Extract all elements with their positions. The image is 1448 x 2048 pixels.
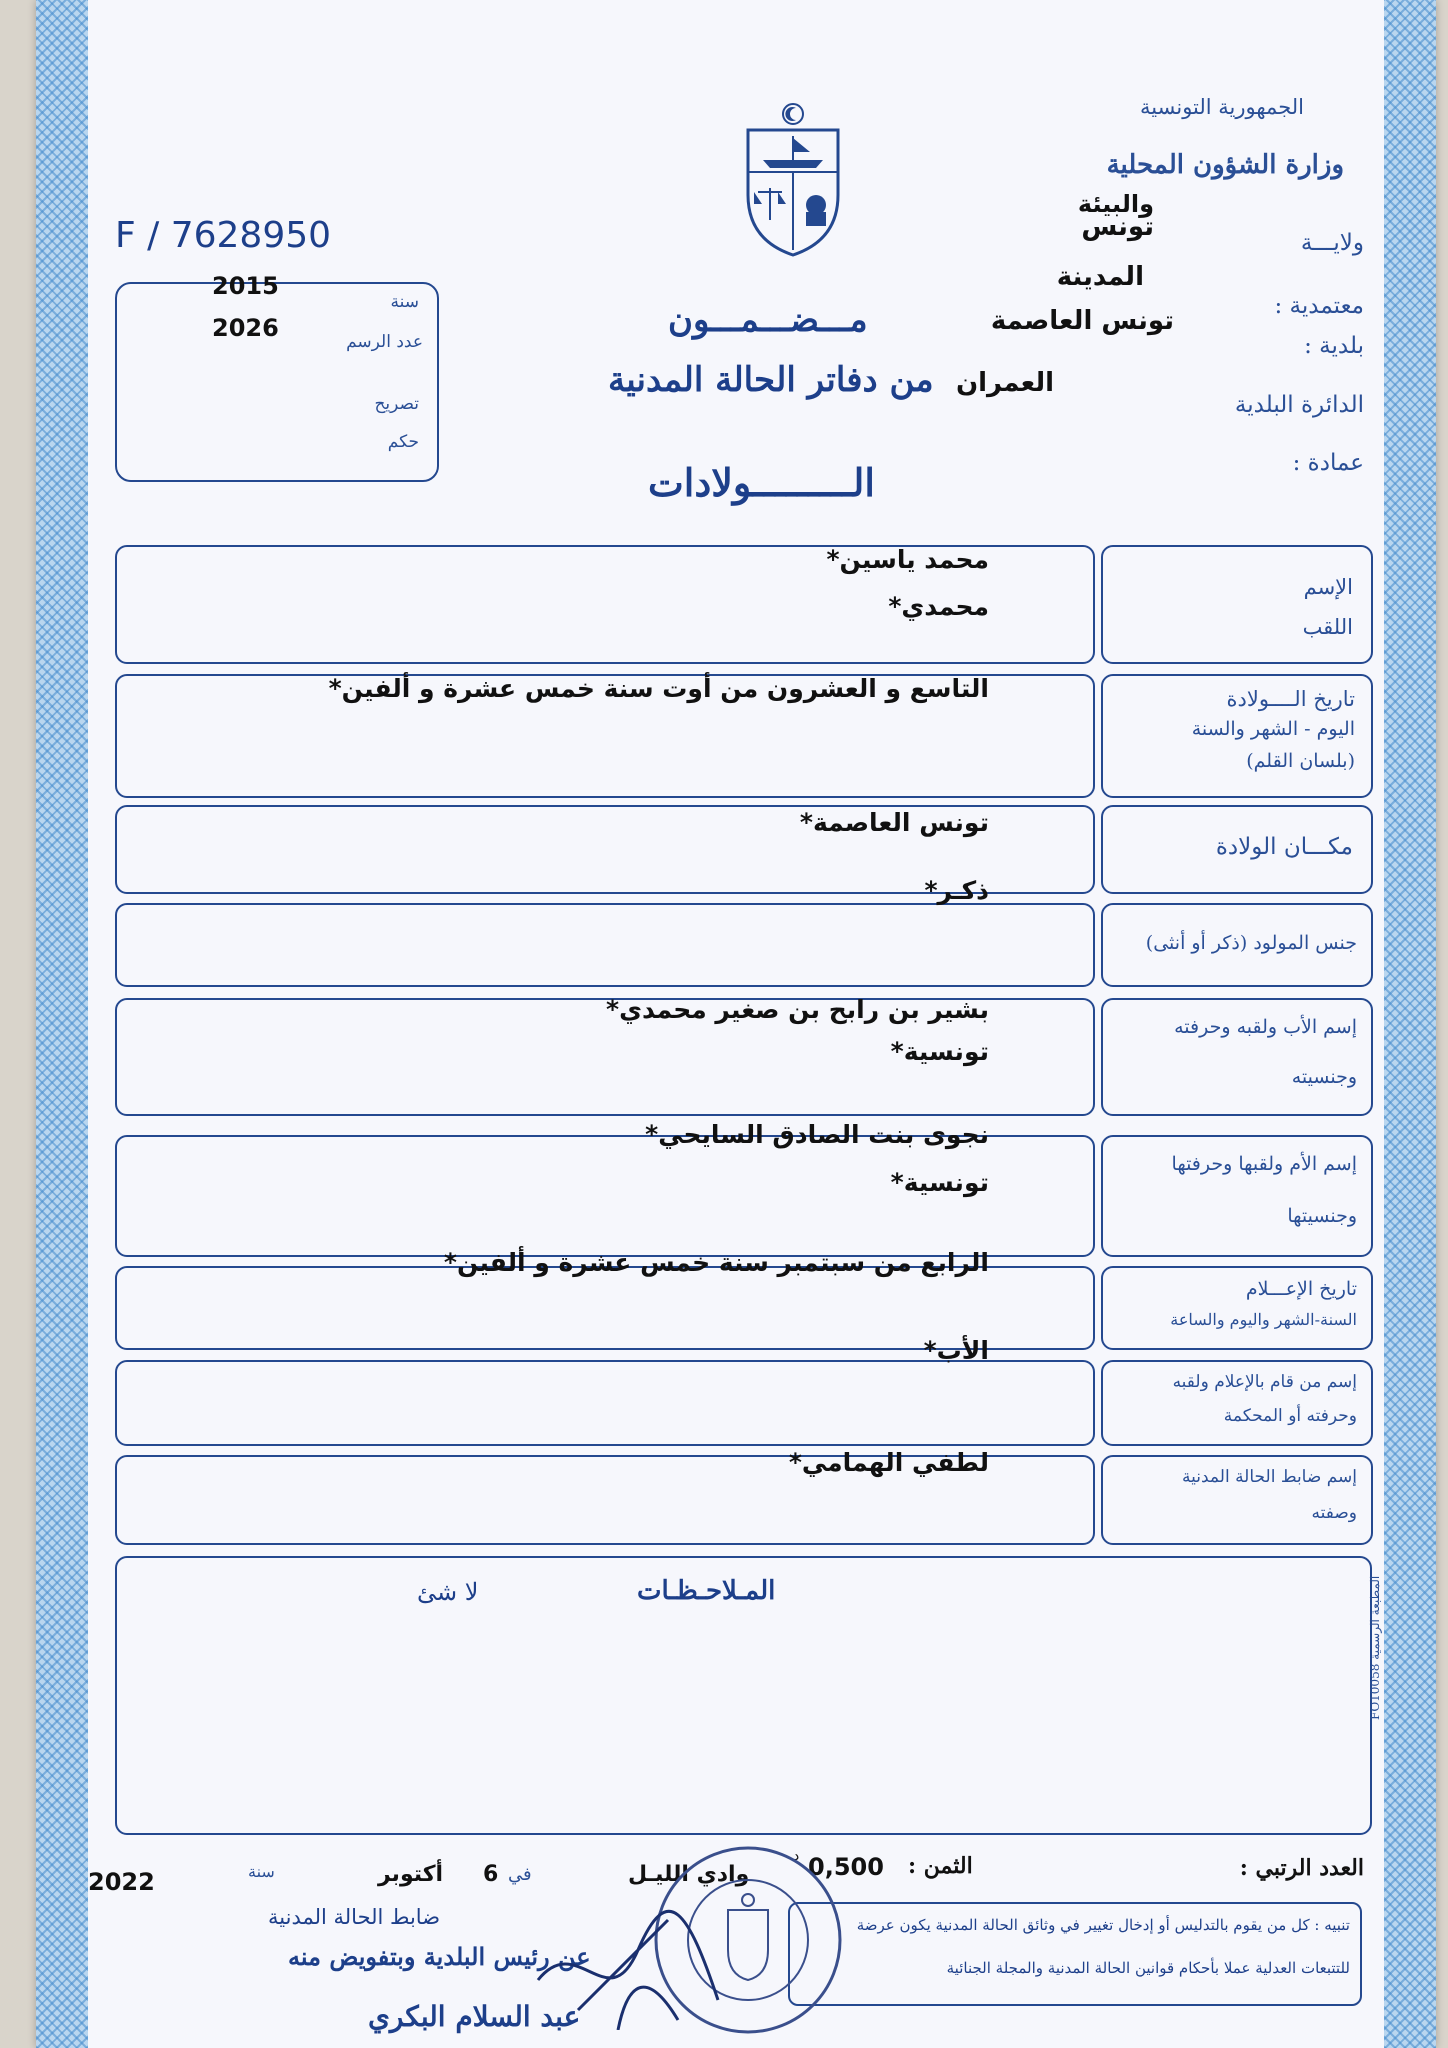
register-number-value: 2026: [212, 314, 279, 342]
district-label: الدائرة البلدية: [1234, 392, 1364, 418]
officer-label-2: وصفته: [1311, 1503, 1357, 1523]
father-label-1: إسم الأب ولقبه وحرفته: [1174, 1016, 1357, 1038]
register-year-label: سنة: [390, 292, 419, 312]
declaration-date-label-box: [1101, 1266, 1373, 1350]
surname-value: محمدي*: [888, 592, 989, 621]
mother-label-box: [1101, 1135, 1373, 1257]
ministry-line2: والبيئة: [1077, 190, 1154, 218]
remarks-label: المـلاحـظـات: [637, 1576, 776, 1606]
price-label: الثمن :: [908, 1853, 973, 1879]
footer-officer-name: عبد السلام البكري: [368, 2000, 581, 2033]
omda-label: عمادة :: [1292, 450, 1364, 476]
footer-day: 6: [483, 1862, 499, 1887]
governorate-label: ولايـــة: [1300, 230, 1364, 256]
footer-month: أكتوبر: [378, 1862, 444, 1887]
birth-place-value: تونس العاصمة*: [799, 808, 989, 837]
declaration-date-label-2: السنة-الشهر واليوم والساعة: [1170, 1310, 1357, 1329]
register-year-value: 2015: [212, 272, 279, 300]
serial-number: F / 7628950: [115, 215, 332, 256]
order-number-label: العدد الرتبي :: [1239, 1855, 1364, 1881]
officer-value: لطفي الهمامي*: [788, 1448, 989, 1477]
republic-label: الجمهورية التونسية: [1140, 95, 1304, 119]
side-print-code: المطبعة الرسمية FO10058: [1368, 1575, 1382, 1720]
footer-delegation-line: عن رئيس البلدية وبتفويض منه: [288, 1942, 591, 1971]
mother-value: نجوى بنت الصادق السايحي*: [645, 1120, 989, 1149]
document-body: [88, 0, 1384, 2048]
price-value: 0,500: [808, 1853, 884, 1881]
sex-value-box: [115, 903, 1095, 987]
title-line2: من دفاتر الحالة المدنية: [608, 360, 934, 400]
father-value: بشير بن رابح بن صغير محمدي*: [606, 995, 989, 1024]
declarant-value: الأب*: [923, 1336, 989, 1365]
register-declaration-label: تصريح: [374, 394, 419, 414]
father-label-2: وجنسيته: [1291, 1066, 1357, 1088]
name-label: الإسم: [1303, 575, 1353, 599]
sex-label-box: [1101, 903, 1373, 987]
declarant-label-box: [1101, 1360, 1373, 1446]
declarant-label-1: إسم من قام بالإعلام ولقبه: [1172, 1372, 1357, 1392]
sex-label: جنس المولود (ذكر أو أنثى): [1145, 932, 1357, 954]
declarant-value-box: [115, 1360, 1095, 1446]
sex-value: ذكـر*: [924, 876, 989, 905]
governorate-value: تونس: [1081, 212, 1154, 242]
remarks-value: لا شئ: [417, 1578, 479, 1606]
footer-year-label: سنة: [248, 1862, 275, 1881]
name-label-box: [1101, 545, 1373, 664]
birth-date-value: التاسع و العشرون من أوت سنة خمس عشرة و ألفين*: [328, 674, 989, 703]
father-nationality: تونسية*: [890, 1037, 989, 1066]
footer-in-word: في: [508, 1864, 532, 1885]
municipality-label: بلدية :: [1304, 333, 1364, 359]
declaration-date-label-1: تاريخ الإعـــلام: [1245, 1278, 1357, 1300]
footer-year-value: 2022: [88, 1868, 155, 1896]
birth-place-label: مكـــان الولادة: [1215, 834, 1353, 860]
surname-label: اللقب: [1302, 615, 1353, 639]
register-number-label: عدد الرسم: [346, 332, 423, 352]
mother-nationality: تونسية*: [890, 1168, 989, 1197]
right-security-border: [1384, 0, 1436, 2048]
declarant-label-2: وحرفته أو المحكمة: [1223, 1406, 1357, 1426]
document-sheet: [36, 0, 1436, 2048]
footer-officer-title: ضابط الحالة المدنية: [268, 1905, 441, 1929]
officer-label-box: [1101, 1455, 1373, 1545]
warning-line2: للتتبعات العدلية عملا بأحكام قوانين الحالة المدنية والمجلة الجنائية: [946, 1959, 1350, 1977]
ministry-line1: وزارة الشؤون المحلية: [1106, 150, 1344, 180]
delegation-label: معتمدية :: [1274, 293, 1364, 319]
title-line3: الـــــــــولادات: [648, 460, 875, 505]
register-judgment-label: حكم: [387, 432, 419, 452]
district-value: العمران: [955, 368, 1054, 398]
warning-box: [788, 1902, 1362, 2006]
birth-date-label-2: اليوم - الشهر والسنة: [1191, 718, 1355, 740]
price-unit: د: [793, 1848, 800, 1864]
left-security-border: [36, 0, 88, 2048]
mother-label-2: وجنسيتها: [1287, 1205, 1357, 1227]
register-box: [115, 272, 439, 482]
declaration-date-value: الرابع من سبتمبر سنة خمس عشرة و ألفين*: [443, 1248, 989, 1277]
mother-label-1: إسم الأم ولقبها وحرفتها: [1171, 1153, 1357, 1175]
birth-date-label-box: [1101, 674, 1373, 798]
birth-date-label-3: (بلسان القلم): [1246, 750, 1355, 772]
title-line1: مـــضـــمـــون: [668, 300, 868, 340]
delegation-value: المدينة: [1056, 262, 1144, 292]
coat-of-arms-icon: [738, 100, 848, 260]
municipality-value: تونس العاصمة: [990, 306, 1174, 336]
officer-label-1: إسم ضابط الحالة المدنية: [1182, 1467, 1357, 1487]
warning-line1: تنبيه : كل من يقوم بالتدليس أو إدخال تغيير في وثائق الحالة المدنية يكون عرضة: [856, 1916, 1350, 1934]
birth-place-label-box: [1101, 805, 1373, 894]
name-value: محمد ياسين*: [826, 545, 989, 574]
birth-date-label-1: تاريخ الــــولادة: [1226, 687, 1355, 711]
father-label-box: [1101, 998, 1373, 1116]
remarks-box: [115, 1556, 1372, 1835]
ministry-label: [1107, 150, 1344, 180]
footer-place: وادي الليـل: [628, 1862, 750, 1887]
signature-icon: [518, 1890, 758, 2030]
